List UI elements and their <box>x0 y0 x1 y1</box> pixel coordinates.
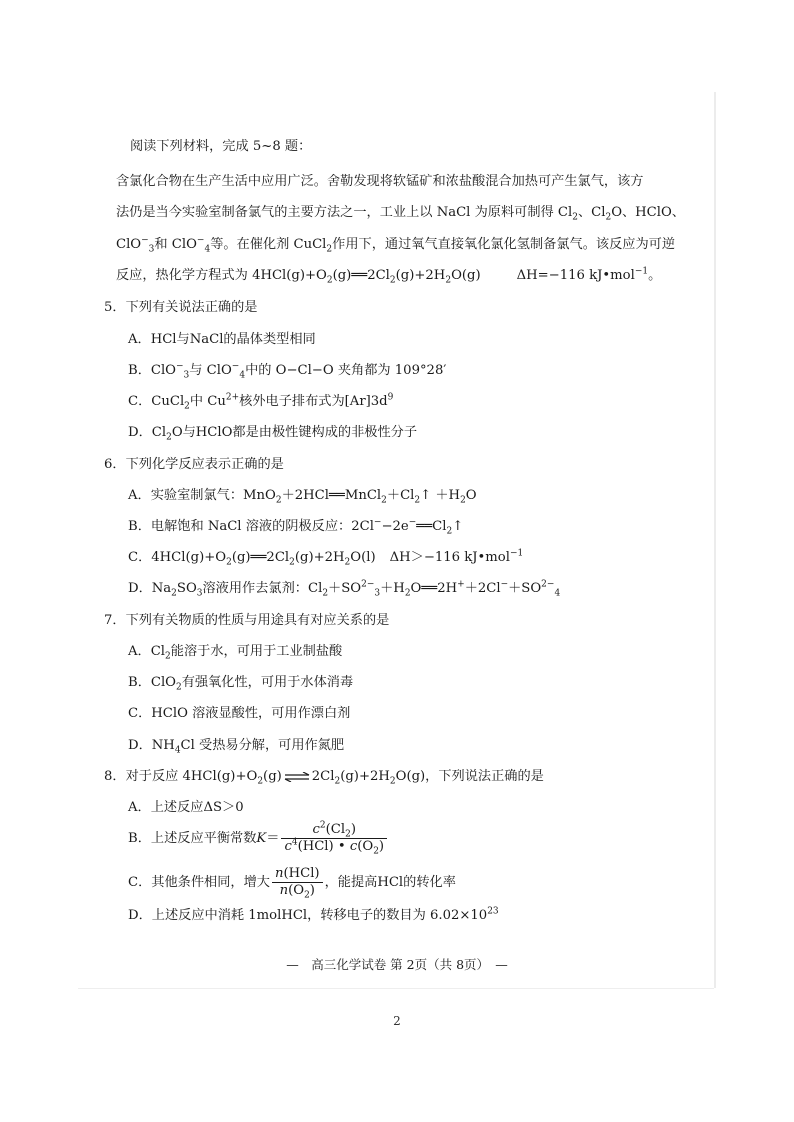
q6-option-b <box>128 517 463 537</box>
subscript: 2 <box>446 526 453 537</box>
math-text: (HCl) • <box>297 839 350 854</box>
question-text: 7．下列有关物质的性质与用途具有对应关系的是 <box>104 613 390 628</box>
option-text: ＋Cl <box>386 488 415 503</box>
option-text: (g)══2Cl <box>231 550 290 565</box>
subscript: 2 <box>460 495 466 506</box>
option-text: 溶液用作去氯剂：Cl <box>202 581 323 596</box>
equilibrium-constant-symbol: K <box>256 831 267 846</box>
math-var: n <box>279 883 289 898</box>
q8-option-d <box>128 906 499 926</box>
intro-text: O、HClO、 <box>611 205 685 220</box>
subscript: 3 <box>374 588 381 599</box>
math-var: n <box>274 866 284 881</box>
intro-text: O(g) <box>451 268 481 283</box>
option-text: D．Cl <box>128 425 167 440</box>
q7-option-c <box>128 704 350 724</box>
q7-option-b <box>128 673 353 693</box>
option-text: 有强氧化性，可用于水体消毒 <box>181 675 354 690</box>
subscript: 2 <box>344 557 351 568</box>
subscript: 4 <box>204 244 211 255</box>
question-8-stem <box>104 767 544 787</box>
question-text: O(g)，下列说法正确的是 <box>395 769 544 784</box>
mole-ratio-fraction <box>272 866 323 899</box>
subscript: 2 <box>389 776 396 787</box>
math-text: ) <box>309 883 315 898</box>
intro-line-2 <box>116 172 644 192</box>
option-text: O与HClO都是由极性键构成的非极性分子 <box>171 425 418 440</box>
superscript: −1 <box>634 266 649 277</box>
superscript: − <box>231 361 240 372</box>
option-text: ΔH＞−116 kJ•mol <box>389 550 510 565</box>
math-var: c <box>284 839 292 854</box>
option-text: ＋SO <box>508 581 542 596</box>
subscript: 2 <box>304 890 310 901</box>
subscript: 2 <box>165 651 171 662</box>
option-text: B．上述反应平衡常数 <box>128 831 257 846</box>
intro-text: 、Cl <box>577 205 606 220</box>
scan-edge-shadow <box>714 92 716 988</box>
option-text: D．NH <box>128 738 175 753</box>
superscript: + <box>457 579 465 590</box>
option-text: 中的 O−Cl−O 夹角都为 109°28′ <box>245 363 447 378</box>
superscript: − <box>408 517 417 528</box>
subscript: 2 <box>326 244 333 255</box>
intro-line-4 <box>116 235 675 255</box>
math-text: (O <box>357 839 374 854</box>
option-text: C．CuCl <box>128 394 185 409</box>
intro-text: 反应，热化学方程式为 4HCl(g)+O <box>116 268 327 283</box>
math-text: (O <box>288 883 305 898</box>
subscript: 2 <box>289 557 295 568</box>
option-text: B．ClO <box>128 675 176 690</box>
superscript: 9 <box>387 392 394 403</box>
option-text: ＋SO <box>328 581 362 596</box>
option-text: 能溶于水，可用于工业制盐酸 <box>170 644 343 659</box>
subscript: 2 <box>389 275 396 286</box>
option-text: A．实验室制氯气：MnO <box>128 488 276 503</box>
subscript: 4 <box>239 370 246 381</box>
intro-text: ClO <box>116 237 142 252</box>
option-text: 与 ClO <box>189 363 232 378</box>
q7-option-d <box>128 736 344 756</box>
intro-text: (g)══2Cl <box>332 268 390 283</box>
subscript: 2 <box>322 588 329 599</box>
superscript: − <box>141 235 149 246</box>
option-text: A．HCl与NaCl的晶体类型相同 <box>128 332 316 347</box>
option-text: D．Na <box>128 581 172 596</box>
superscript: 2− <box>361 579 375 590</box>
superscript: 2− <box>541 579 555 590</box>
option-text: D．上述反应中消耗 1molHCl，转移电子的数目为 6.02×10 <box>128 908 488 923</box>
subscript: 2 <box>414 495 421 506</box>
subscript: 2 <box>445 275 452 286</box>
equilibrium-constant-fraction <box>281 822 387 855</box>
intro-line-5: 反应，热化学方程式为 $4HCl(g)+O_2(g)══2Cl_2(g)+2H_2O(g)$ ΔH=−116 kJ•mol$^{-1}$。 <box>116 266 662 286</box>
option-text: A．上述反应ΔS＞0 <box>128 800 244 815</box>
fraction-numerator <box>281 822 387 839</box>
q6-option-a <box>128 486 477 506</box>
superscript: 2 <box>319 820 326 831</box>
superscript: − <box>176 361 184 372</box>
math-var: c <box>312 822 320 837</box>
intro-text: 作用下，通过氧气直接氧化氯化氢制备氯气。该反应为可逆 <box>332 237 676 252</box>
q5-option-b <box>128 361 446 381</box>
subscript: 2 <box>381 495 387 506</box>
intro-text: 和 ClO <box>154 237 197 252</box>
superscript: − <box>373 517 382 528</box>
superscript: 2+ <box>225 392 240 403</box>
question-7-stem <box>104 611 389 631</box>
intro-text: 法仍是当今实验室制备氯气的主要方法之一，工业上以 NaCl 为原料可制得 Cl <box>116 205 573 220</box>
q8-option-c <box>128 866 456 899</box>
q7-option-a <box>128 642 342 662</box>
option-text: ＋2HCl══MnCl <box>281 488 382 503</box>
option-text: ↑ <box>452 519 464 534</box>
option-text: SO <box>176 581 197 596</box>
subscript: 4 <box>174 745 181 756</box>
subscript: 2 <box>605 212 612 223</box>
option-text: C．HClO 溶液显酸性，可用作漂白剂 <box>128 706 351 721</box>
math-var: c <box>349 839 358 854</box>
subscript: 4 <box>554 588 561 599</box>
q5-option-c <box>128 392 393 412</box>
fraction-numerator <box>272 866 323 883</box>
question-5-stem <box>104 298 257 318</box>
scan-bottom-edge <box>78 988 714 989</box>
subscript: 2 <box>226 557 232 568</box>
intro-text: 含氯化合物在生产生活中应用广泛。舍勒发现将软锰矿和浓盐酸混合加热可产生氯气，该方 <box>116 174 644 189</box>
subscript: 2 <box>572 212 578 223</box>
question-text: 8．对于反应 4HCl(g)+O <box>104 769 258 784</box>
subscript: 2 <box>334 776 341 787</box>
equals-sign: ＝ <box>266 831 280 846</box>
question-text: 2Cl <box>311 769 335 784</box>
question-6-stem <box>104 455 284 475</box>
q8-option-b <box>128 822 389 855</box>
superscript: 4 <box>291 837 298 848</box>
question-text: 6．下列化学反应表示正确的是 <box>104 457 284 472</box>
subscript: 2 <box>166 432 172 443</box>
subscript: 2 <box>404 588 411 599</box>
option-text: ＋2Cl <box>464 581 501 596</box>
option-text: O══2H <box>410 581 458 596</box>
subscript: 2 <box>257 776 264 787</box>
intro-text: ΔH=−116 kJ•mol <box>516 268 635 283</box>
option-text: ══Cl <box>416 519 447 534</box>
option-text: C．4HCl(g)+O <box>128 550 227 565</box>
option-text: A．Cl <box>128 644 166 659</box>
page-footer: — 高三化学试卷 第 2页（共 8页） — <box>286 957 508 972</box>
superscript: 23 <box>487 906 499 917</box>
math-text: ) <box>350 822 356 837</box>
superscript: −1 <box>509 548 524 559</box>
page-number: 2 <box>393 1014 401 1028</box>
option-text: O <box>465 488 477 503</box>
intro-text: (g)+2H <box>395 268 446 283</box>
option-text: 核外电子排布式为[Ar]3d <box>239 394 388 409</box>
subscript: 2 <box>373 846 379 857</box>
subscript: 2 <box>326 275 333 286</box>
question-text: 5．下列有关说法正确的是 <box>104 300 258 315</box>
intro-line-3 <box>116 203 685 223</box>
reversible-arrow-icon <box>284 772 310 782</box>
q6-option-c <box>128 548 523 568</box>
subscript: 2 <box>171 588 177 599</box>
option-text: (g)+2H <box>294 550 345 565</box>
subscript: 2 <box>345 829 351 840</box>
math-text: (Cl <box>325 822 346 837</box>
subscript: 3 <box>196 588 203 599</box>
option-text: B．ClO <box>128 363 176 378</box>
fraction-denominator <box>281 839 387 855</box>
intro-text: 等。在催化剂 CuCl <box>210 237 327 252</box>
intro-text: 阅读下列材料，完成 5~8 题： <box>130 139 312 154</box>
fraction-denominator <box>272 883 323 899</box>
q5-option-a <box>128 330 316 350</box>
subscript: 3 <box>148 244 155 255</box>
option-text: B．电解饱和 NaCl 溶液的阴极反应：2Cl <box>128 519 374 534</box>
option-text: O(l) <box>350 550 376 565</box>
question-text: (g) <box>263 769 282 784</box>
option-text: Cl 受热易分解，可用作氮肥 <box>180 738 345 753</box>
option-text: ↑ ＋H <box>420 488 461 503</box>
intro-line-1 <box>130 137 311 157</box>
q8-option-a <box>128 798 244 818</box>
q6-option-d <box>128 579 560 599</box>
superscript: − <box>196 235 205 246</box>
q5-option-d <box>128 423 417 443</box>
option-text: ＋H <box>380 581 405 596</box>
option-text: 中 Cu <box>189 394 226 409</box>
subscript: 2 <box>275 495 282 506</box>
subscript: 2 <box>176 682 182 693</box>
option-text: −2e <box>381 519 409 534</box>
math-text: ) <box>378 839 385 854</box>
superscript: − <box>500 579 509 590</box>
subscript: 3 <box>183 370 190 381</box>
math-text: (HCl) <box>283 866 320 881</box>
option-text: ，能提高HCl的转化率 <box>324 875 456 890</box>
option-text: C．其他条件相同，增大 <box>128 875 270 890</box>
question-text: (g)+2H <box>340 769 390 784</box>
subscript: 2 <box>184 401 190 412</box>
